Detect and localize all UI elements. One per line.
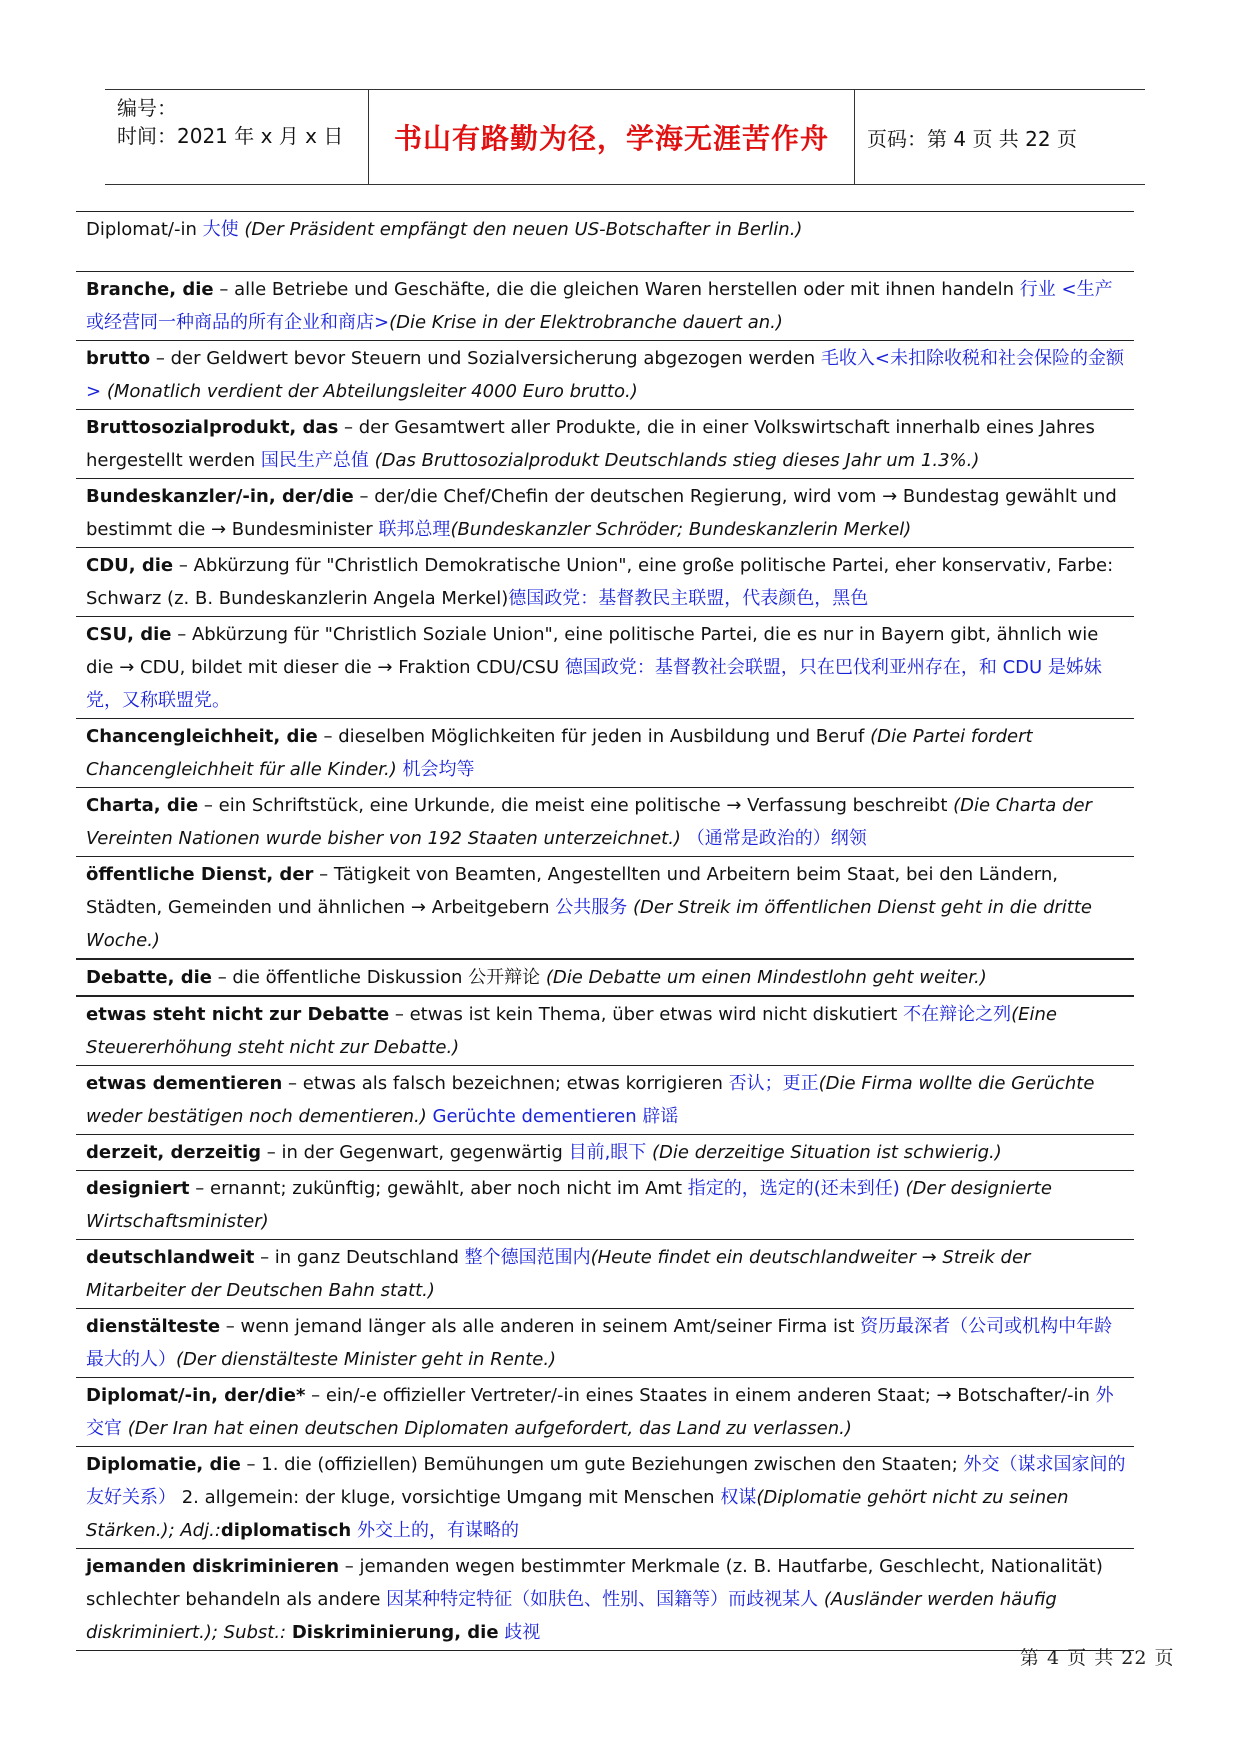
entry-definition: – der Geldwert bevor Steuern und Sozialversicherung abgezogen werden: [150, 348, 821, 369]
entry-example: (Die derzeitige Situation ist schwierig.): [646, 1142, 1002, 1163]
entry-definition: – Tätigkeit von Beamten, Angestellten und Arbeitern beim Staat, bei den Ländern, Städten, Gemeinden und ähnlichen → Arbeitgebern: [86, 864, 1059, 918]
entry-definition: – die öffentliche Diskussion 公开辩论: [211, 967, 546, 988]
glossary-entry: [76, 1548, 1134, 1651]
entry-extra-phrase: Gerüchte dementieren 辟谣: [426, 1106, 679, 1127]
entry-translation: 行业 <生产或经营同一种商品的所有企业和商店>: [86, 279, 1113, 333]
entry-definition: Diplomat/-in: [86, 219, 203, 240]
entry-term: Diplomatie, die: [86, 1454, 241, 1475]
entry-translation-2: 权谋: [720, 1487, 757, 1508]
entry-translation: 外交官: [86, 1385, 1114, 1439]
entry-term: brutto: [86, 348, 151, 369]
entry-definition: – 1. die (offiziellen) Bemühungen um gute Beziehungen zwischen den Staaten;: [240, 1454, 964, 1475]
glossary-entry: [76, 958, 1134, 995]
glossary-entry: [76, 1065, 1134, 1134]
glossary-entry: [76, 718, 1134, 787]
entry-translation: 外交（谋求国家间的友好关系）: [86, 1454, 1126, 1508]
glossary-entry: [76, 616, 1134, 718]
glossary-entry: [76, 547, 1134, 616]
glossary-entry: [76, 787, 1134, 856]
entry-term: Diplomat/-in, der/die*: [86, 1385, 306, 1406]
entry-translation: 大使: [202, 219, 239, 240]
entry-adjective: diplomatisch: [220, 1520, 352, 1541]
entry-definition: – etwas als falsch bezeichnen; etwas korrigieren: [282, 1073, 729, 1094]
entry-definition: – wenn jemand länger als alle anderen in seinem Amt/seiner Firma ist: [220, 1316, 861, 1337]
entry-term: CSU, die: [86, 624, 172, 645]
entry-translation: 整个德国范围内: [464, 1247, 591, 1268]
glossary-entry: [76, 478, 1134, 547]
entry-term: Bundeskanzler/-in, der/die: [86, 486, 354, 507]
entry-definition: – Abkürzung für "Christlich Demokratische Union", eine große politische Partei, eher konservativ, Farbe: Schwarz (z. B. Bundeskanzlerin Angela Merkel): [86, 555, 1114, 609]
glossary-entry: [76, 995, 1134, 1065]
glossary-entry: [76, 1377, 1134, 1446]
entry-definition: – in der Gegenwart, gegenwärtig: [261, 1142, 569, 1163]
glossary-entry: [76, 1170, 1134, 1239]
entry-translation: 国民生产总值: [260, 450, 369, 471]
entry-term: Branche, die: [86, 279, 214, 300]
entry-translation: 德国政党：基督教民主联盟，代表颜色，黑色: [508, 588, 869, 609]
entry-definition: – in ganz Deutschland: [254, 1247, 465, 1268]
entry-example: (Das Bruttosozialprodukt Deutschlands stieg dieses Jahr um 1.3%.): [368, 450, 980, 471]
glossary-entry: [76, 1446, 1134, 1548]
entry-example: (Die Firma wollte die Gerüchte weder bestätigen noch dementieren.): [86, 1073, 1095, 1127]
entry-example: (Der Iran hat einen deutschen Diplomaten aufgefordert, das Land zu verlassen.): [122, 1418, 852, 1439]
entry-example: (Ausländer werden häufig diskriminiert.); Subst.:: [86, 1589, 1057, 1643]
entry-term: etwas steht nicht zur Debatte: [86, 1004, 390, 1025]
entry-term: CDU, die: [86, 555, 174, 576]
entry-example: (Die Krise in der Elektrobranche dauert an.): [389, 312, 783, 333]
entry-translation: 指定的，选定的(还未到任): [687, 1178, 900, 1199]
entry-example: (Eine Steuererhöhung steht nicht zur Debatte.): [86, 1004, 1057, 1058]
entry-translation: 否认；更正: [728, 1073, 819, 1094]
glossary-entry: [76, 409, 1134, 478]
entry-definition: – ein Schriftstück, eine Urkunde, die meist eine politische → Verfassung beschreibt: [198, 795, 954, 816]
entry-translation: 机会均等: [396, 759, 475, 780]
time-label: 时间：2021 年 x 月 x 日: [117, 124, 344, 148]
entry-example: (Die Charta der Vereinten Nationen wurde bisher von 192 Staaten unterzeichnet.): [86, 795, 1092, 849]
entry-example: (Der Präsident empfängt den neuen US-Botschafter in Berlin.): [244, 219, 803, 240]
glossary-entry: [76, 340, 1134, 409]
entry-translation: 公共服务: [555, 897, 628, 918]
page-header: [105, 89, 1145, 185]
entry-example: (Diplomatie gehört nicht zu seinen Stärken.); Adj.:: [86, 1487, 1069, 1541]
entry-example: (Der dienstälteste Minister geht in Rente.): [176, 1349, 557, 1370]
entry-translation: （通常是政治的）纲领: [680, 828, 867, 849]
entry-translation-3: 歧视: [498, 1622, 541, 1643]
entry-definition: – etwas ist kein Thema, über etwas wird nicht diskutiert: [389, 1004, 904, 1025]
entry-term: derzeit, derzeitig: [86, 1142, 262, 1163]
entry-example: (Bundeskanzler Schröder; Bundeskanzlerin Merkel): [450, 519, 912, 540]
entry-translation-3: 外交上的，有谋略的: [351, 1520, 519, 1541]
entry-term: Debatte, die: [86, 967, 212, 988]
entry-example: (Monatlich verdient der Abteilungsleiter 4000 Euro brutto.): [101, 381, 638, 402]
entry-term: deutschlandweit: [86, 1247, 255, 1268]
entry-translation: 毛收入<未扣除收税和社会保险的金额>: [86, 348, 1124, 402]
entry-definition-2: 2. allgemein: der kluge, vorsichtige Umgang mit Menschen: [176, 1487, 721, 1508]
entry-definition: – ein/-e offizieller Vertreter/-in eines Staates in einem anderen Staat; → Botschafter/-in: [305, 1385, 1096, 1406]
entry-term: etwas dementieren: [86, 1073, 283, 1094]
entry-translation: 目前,眼下: [568, 1142, 647, 1163]
entry-definition: – Abkürzung für "Christlich Soziale Union", eine politische Partei, die es nur in Bayern gibt, ähnlich wie die → CDU, bildet mit dieser die → Fraktion CDU/CSU: [86, 624, 1099, 678]
header-info-cell: [105, 90, 368, 184]
entry-definition: – jemanden wegen bestimmter Merkmale (z. B. Hautfarbe, Geschlecht, Nationalität) schlechter behandeln als andere: [86, 1556, 1103, 1610]
entry-translation: 联邦总理: [378, 519, 451, 540]
entry-definition: – dieselben Möglichkeiten für jeden in Ausbildung und Beruf: [317, 726, 871, 747]
entry-translation: 资历最深者（公司或机构中年龄最大的人）: [86, 1316, 1113, 1370]
entry-translation: 不在辩论之列: [903, 1004, 1012, 1025]
glossary-entry: [76, 1239, 1134, 1308]
entry-example: (Heute findet ein deutschlandweiter → Streik der Mitarbeiter der Deutschen Bahn statt.): [86, 1247, 1031, 1301]
glossary-list: [76, 211, 1134, 1651]
entry-translation: 因某种特定特征（如肤色、性别、国籍等）而歧视某人: [386, 1589, 819, 1610]
entry-translation: 德国政党：基督教社会联盟，只在巴伐利亚州存在，和 CDU 是姊妹党，又称联盟党。: [86, 657, 1102, 711]
page-number-header: 页码：第 4 页 共 22 页: [867, 126, 1077, 151]
entry-term: öffentliche Dienst, der: [86, 864, 314, 885]
entry-example: (Die Debatte um einen Mindestlohn geht weiter.): [545, 967, 987, 988]
entry-example: (Der designierte Wirtschaftsminister): [86, 1178, 1052, 1232]
entry-term: designiert: [86, 1178, 190, 1199]
number-label: 编号：: [117, 96, 177, 120]
entry-term: Chancengleichheit, die: [86, 726, 318, 747]
glossary-entry: [76, 1134, 1134, 1170]
glossary-entry: [76, 1308, 1134, 1377]
glossary-entry: [76, 211, 1134, 247]
entry-noun: Diskriminierung, die: [291, 1622, 499, 1643]
entry-term: dienstälteste: [86, 1316, 221, 1337]
entry-example: (Die Partei fordert Chancengleichheit für alle Kinder.): [86, 726, 1033, 780]
glossary-entry: [76, 856, 1134, 958]
entry-definition: – der/die Chef/Chefin der deutschen Regierung, wird vom → Bundestag gewählt und bestimmt die → Bundesminister: [86, 486, 1117, 540]
entry-definition: – ernannt; zukünftig; gewählt, aber noch nicht im Amt: [189, 1178, 688, 1199]
entry-term: jemanden diskriminieren: [86, 1556, 340, 1577]
entry-definition: – der Gesamtwert aller Produkte, die in einer Volkswirtschaft innerhalb eines Jahres hergestellt werden: [86, 417, 1095, 471]
page-footer: 第 4 页 共 22 页: [1020, 1647, 1175, 1669]
motto: 书山有路勤为径，学海无涯苦作舟: [368, 90, 855, 184]
entry-term: Charta, die: [86, 795, 199, 816]
entry-term: Bruttosozialprodukt, das: [86, 417, 339, 438]
glossary-entry: [76, 271, 1134, 340]
entry-definition: – alle Betriebe und Geschäfte, die die gleichen Waren herstellen oder mit ihnen handeln: [213, 279, 1020, 300]
entry-example: (Der Streik im öffentlichen Dienst geht in die dritte Woche.): [86, 897, 1092, 951]
